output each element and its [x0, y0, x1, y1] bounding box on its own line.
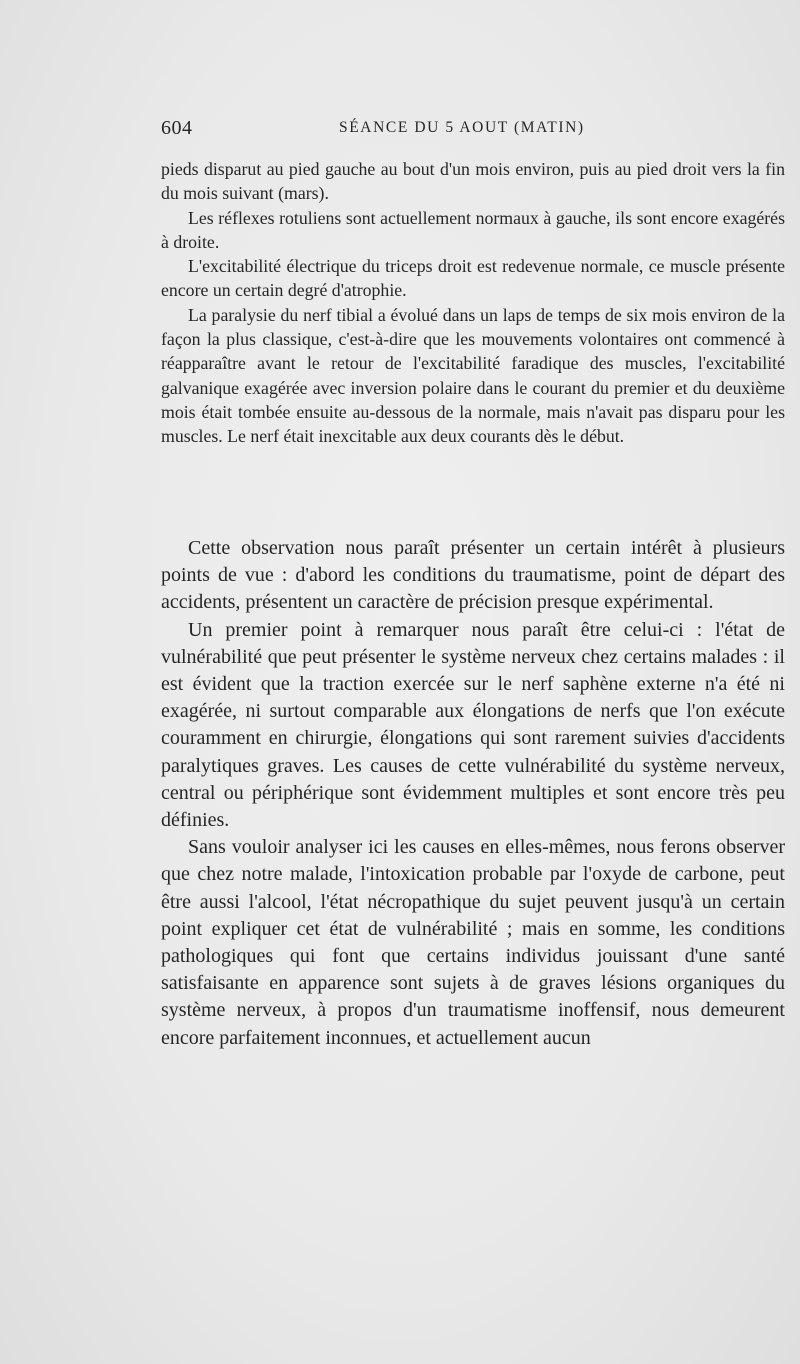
paragraph: Sans vouloir analyser ici les causes en elles-mêmes, nous ferons observer que chez notre malade, l'intoxication probable par l'oxyde de carbone, peut être aussi l'alcool, l'état nécropathique du sujet peuvent jusqu'à un certain point expliquer cet état de vulnérabilité ; mais en somme, les conditions pathologiques qui font que certains individus jouissant d'une santé satisfaisante en apparence sont sujets à de graves lésions organiques du système nerveux, à propos d'un traumatisme inoffensif, nous demeurent encore parfaitement inconnues, et actuellement aucun [161, 836, 785, 1049]
paragraph: pieds disparut au pied gauche au bout d'un mois environ, puis au pied droit vers la fin du mois suivant (mars). [161, 159, 785, 204]
paragraph: Cette observation nous paraît présenter un certain intérêt à plusieurs points de vue : d'abord les conditions du traumatisme, point de départ des accidents, présentent un caractère de précision presque expérimental. [161, 537, 785, 614]
paragraph: L'excitabilité électrique du triceps droit est redevenue normale, ce muscle présente encore un certain degré d'atrophie. [161, 256, 785, 301]
paragraph: Les réflexes rotuliens sont actuellement normaux à gauche, ils sont encore exagérés à droite. [161, 207, 785, 252]
paragraph: Un premier point à remarquer nous paraît être celui-ci : l'état de vulnérabilité que peut présenter le système nerveux chez certains malades : il est évident que la traction exercée sur le nerf saphène externe n'a été ni exagérée, ni surtout comparable aux élongations de nerfs que l'on exécute couramment en chirurgie, élongations qui sont rarement suivies d'accidents paralytiques graves. Les causes de cette vulnérabilité du système nerveux, central ou périphérique sont évidemment multiples et sont encore très peu définies. [161, 618, 785, 832]
paragraph: La paralysie du nerf tibial a évolué dans un laps de temps de six mois environ de la façon la plus classique, c'est-à-dire que les mouvements volontaires ont commencé à réapparaître avant le retour de l'excitabilité faradique des muscles, l'excitabilité galvanique exagérée avec inversion polaire dans le courant du premier et du deuxième mois était tombée ensuite au-dessous de la normale, mais n'avait pas disparu pour les muscles. Le nerf était inexcitable aux deux courants dès le début. [161, 304, 785, 447]
page-header [161, 117, 785, 147]
text-block-discussion [161, 535, 785, 1052]
text-block-observation-end [161, 157, 785, 449]
running-title: SÉANCE DU 5 AOUT (MATIN) [339, 119, 585, 136]
page-number: 604 [161, 117, 193, 139]
